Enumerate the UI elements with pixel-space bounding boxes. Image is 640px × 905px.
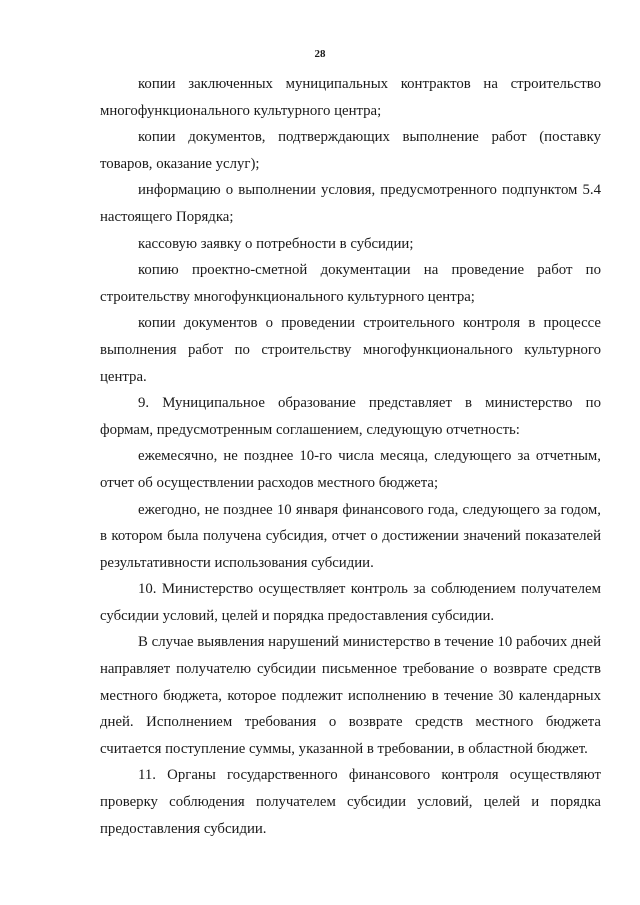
paragraph-contract-copies: копии заключенных муниципальных контрактов на строительство многофункционального культурного центра; xyxy=(100,76,601,119)
paragraph-item-9: 9. Муниципальное образование представляет в министерство по формам, предусмотренным соглашением, следующую отчетность: xyxy=(100,395,601,438)
page-number: 28 xyxy=(314,48,326,60)
paragraph-condition-info: информацию о выполнении условия, предусмотренного подпунктом 5.4 настоящего Порядка; xyxy=(100,182,601,225)
paragraph-construction-control: копии документов о проведении строительного контроля в процессе выполнения работ по строительству многофункционального культурного центра. xyxy=(100,315,601,385)
paragraph-violations: В случае выявления нарушений министерство в течение 10 рабочих дней направляет получателю субсидии письменное требование о возврате средств местного бюджета, которое подлежит исполнению в течение 30 календарных дней. Исполнением требования о возврате средств местного бюджета считается поступление суммы, указанной в требовании, в областной бюджет. xyxy=(100,634,601,757)
paragraph-item-11: 11. Органы государственного финансового контроля осуществляют проверку соблюдения получателем субсидии условий, целей и порядка предоставления субсидии. xyxy=(100,767,601,837)
document-body xyxy=(100,71,601,842)
paragraph-cash-request: кассовую заявку о потребности в субсидии; xyxy=(138,235,414,252)
paragraph-work-documents: копии документов, подтверждающих выполнение работ (поставку товаров, оказание услуг); xyxy=(100,129,601,172)
paragraph-item-10: 10. Министерство осуществляет контроль за соблюдением получателем субсидии условий, целей и порядка предоставления субсидии. xyxy=(100,581,601,624)
paragraph-monthly-report: ежемесячно, не позднее 10-го числа месяца, следующего за отчетным, отчет об осуществлении расходов местного бюджета; xyxy=(100,448,601,491)
paragraph-design-estimate: копию проектно-сметной документации на проведение работ по строительству многофункционального культурного центра; xyxy=(100,262,601,305)
paragraph-annual-report: ежегодно, не позднее 10 января финансового года, следующего за годом, в котором была получена субсидия, отчет о достижении значений показателей результативности использования субсидии. xyxy=(100,501,601,571)
